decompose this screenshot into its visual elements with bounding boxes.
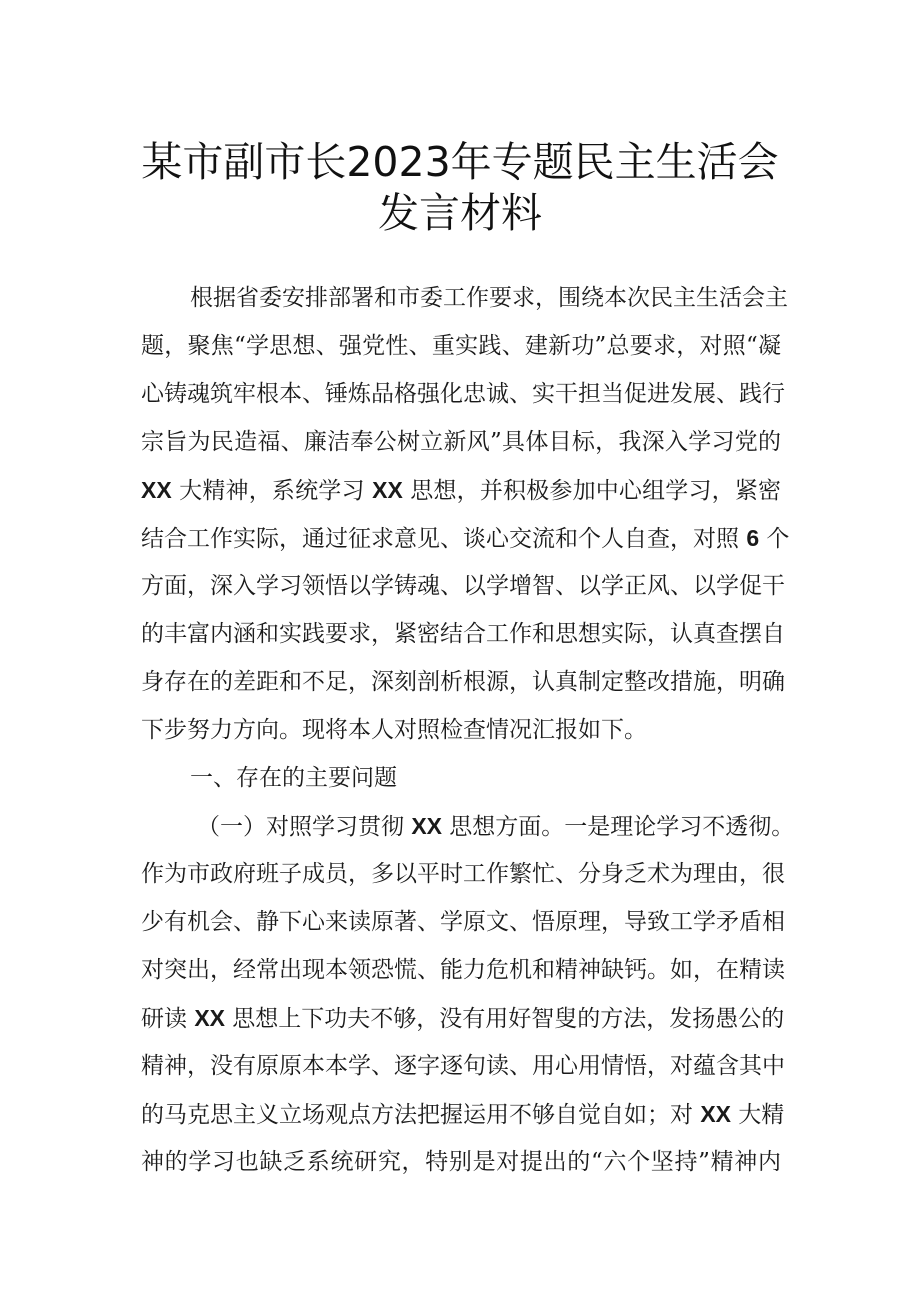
text-segment: 的马克思主义立场观点方法把握运用不够自觉自如；对 xyxy=(141,1102,701,1128)
body-line xyxy=(141,370,785,418)
bold-text: XX xyxy=(411,813,442,839)
bold-text: XX xyxy=(700,1101,731,1127)
text-segment: 宗旨为民造福、廉洁奉公树立新风”具体目标，我深入学习党的 xyxy=(141,429,781,455)
page-subtitle: 发言材料 xyxy=(378,189,542,237)
body-line xyxy=(197,802,795,850)
text-segment: 思想上下功夫不够，没有用好智叟的方法，发扬愚公的 xyxy=(225,1006,785,1032)
body-line xyxy=(141,1042,785,1090)
text-segment: （一）对照学习贯彻 xyxy=(197,814,412,840)
body-line xyxy=(141,322,781,370)
body-line xyxy=(141,898,785,946)
text-segment: 思想方面。一是理论学习不透彻。 xyxy=(442,814,795,840)
body-line xyxy=(141,562,785,610)
page-title: 某市副市长2023年专题民主生活会 xyxy=(141,138,779,186)
text-segment: 下步努力方向。现将本人对照检查情况汇报如下。 xyxy=(141,717,647,743)
text-segment: 根据省委安排部署和市委工作要求，围绕本次民主生活会主 xyxy=(190,285,788,311)
text-segment: 精神，没有原原本本学、逐字逐句读、用心用情悟，对蕴含其中 xyxy=(141,1053,785,1079)
text-segment: 思想，并积极参加中心组学习，紧密 xyxy=(402,478,782,504)
text-segment: 心铸魂筑牢根本、锤炼品格强化忠诚、实干担当促进发展、践行 xyxy=(141,381,785,407)
body-line xyxy=(141,658,785,706)
body-line xyxy=(141,706,781,754)
text-segment: 身存在的差距和不足，深刻剖析根源，认真制定整改措施，明确 xyxy=(141,669,785,695)
body-line xyxy=(141,946,785,994)
text-segment: 大精神，系统学习 xyxy=(171,478,373,504)
body-line xyxy=(141,418,781,466)
body-line xyxy=(141,1090,785,1138)
text-segment: 神的学习也缺乏系统研究，特别是对提出的“六个坚持”精神内 xyxy=(141,1149,781,1175)
bold-text: XX xyxy=(141,477,172,503)
body-line xyxy=(141,610,785,658)
text-segment: 结合工作实际，通过征求意见、谈心交流和个人自查，对照 xyxy=(141,526,747,552)
body-line xyxy=(141,850,785,898)
text-segment: 作为市政府班子成员，多以平时工作繁忙、分身乏术为理由，很 xyxy=(141,861,785,887)
bold-text: XX xyxy=(372,477,403,503)
text-segment: 方面，深入学习领悟以学铸魂、以学增智、以学正风、以学促干 xyxy=(141,573,785,599)
bold-text: 6 xyxy=(746,525,760,551)
body-line xyxy=(190,274,788,322)
text-segment: 的丰富内涵和实践要求，紧密结合工作和思想实际，认真查摆自 xyxy=(141,621,785,647)
body-line xyxy=(190,754,781,802)
bold-text: XX xyxy=(194,1005,225,1031)
text-segment: 题，聚焦“学思想、强党性、重实践、建新功”总要求，对照“凝 xyxy=(141,333,781,359)
text-segment: 大精 xyxy=(731,1102,785,1128)
text-segment: 少有机会、静下心来读原著、学原文、悟原理，导致工学矛盾相 xyxy=(141,909,785,935)
text-segment: 个 xyxy=(759,526,790,552)
body-line xyxy=(141,994,785,1042)
body-line xyxy=(141,1138,781,1186)
text-segment: 一、存在的主要问题 xyxy=(190,765,397,791)
body-line xyxy=(141,466,781,514)
text-segment: 对突出，经常出现本领恐慌、能力危机和精神缺钙。如，在精读 xyxy=(141,957,785,983)
text-segment: 研读 xyxy=(141,1006,195,1032)
body-line xyxy=(141,514,790,562)
